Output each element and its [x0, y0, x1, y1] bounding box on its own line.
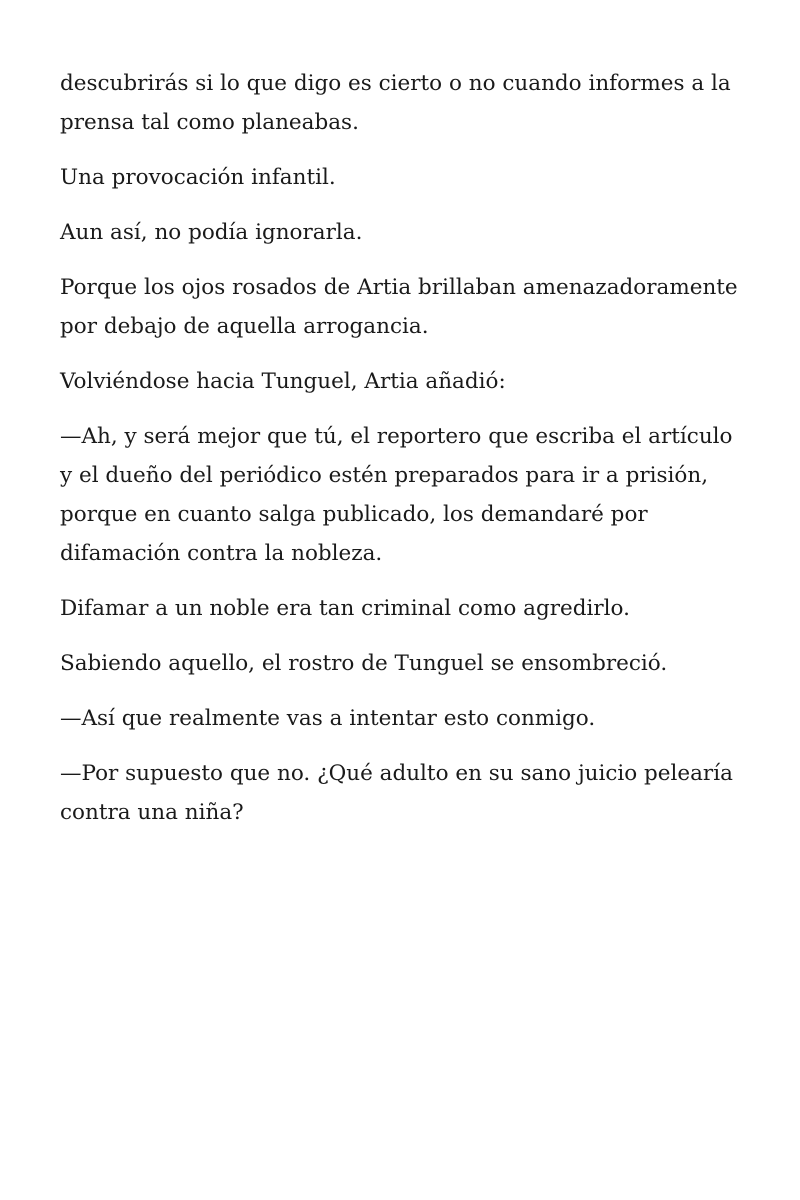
paragraph: —Ah, y será mejor que tú, el reportero que escriba el artículo y el dueño del periódico estén preparados para ir a prisión, porque en cuanto salga publicado, los demandaré por difamación contra la nobleza.	[60, 424, 733, 566]
page-text	[60, 64, 740, 848]
paragraph: Difamar a un noble era tan criminal como agredirlo.	[60, 596, 630, 621]
paragraph: Aun así, no podía ignorarla.	[60, 220, 363, 245]
paragraph: Sabiendo aquello, el rostro de Tunguel se ensombreció.	[60, 651, 668, 676]
paragraph: —Por supuesto que no. ¿Qué adulto en su sano juicio pelearía contra una niña?	[60, 761, 733, 825]
paragraph: descubrirás si lo que digo es cierto o no cuando informes a la prensa tal como planeabas.	[60, 71, 731, 135]
paragraph: —Así que realmente vas a intentar esto conmigo.	[60, 706, 596, 731]
paragraph: Porque los ojos rosados de Artia brillaban amenazadoramente por debajo de aquella arrogancia.	[60, 275, 738, 339]
paragraph: Una provocación infantil.	[60, 165, 336, 190]
paragraph: Volviéndose hacia Tunguel, Artia añadió:	[60, 369, 506, 394]
